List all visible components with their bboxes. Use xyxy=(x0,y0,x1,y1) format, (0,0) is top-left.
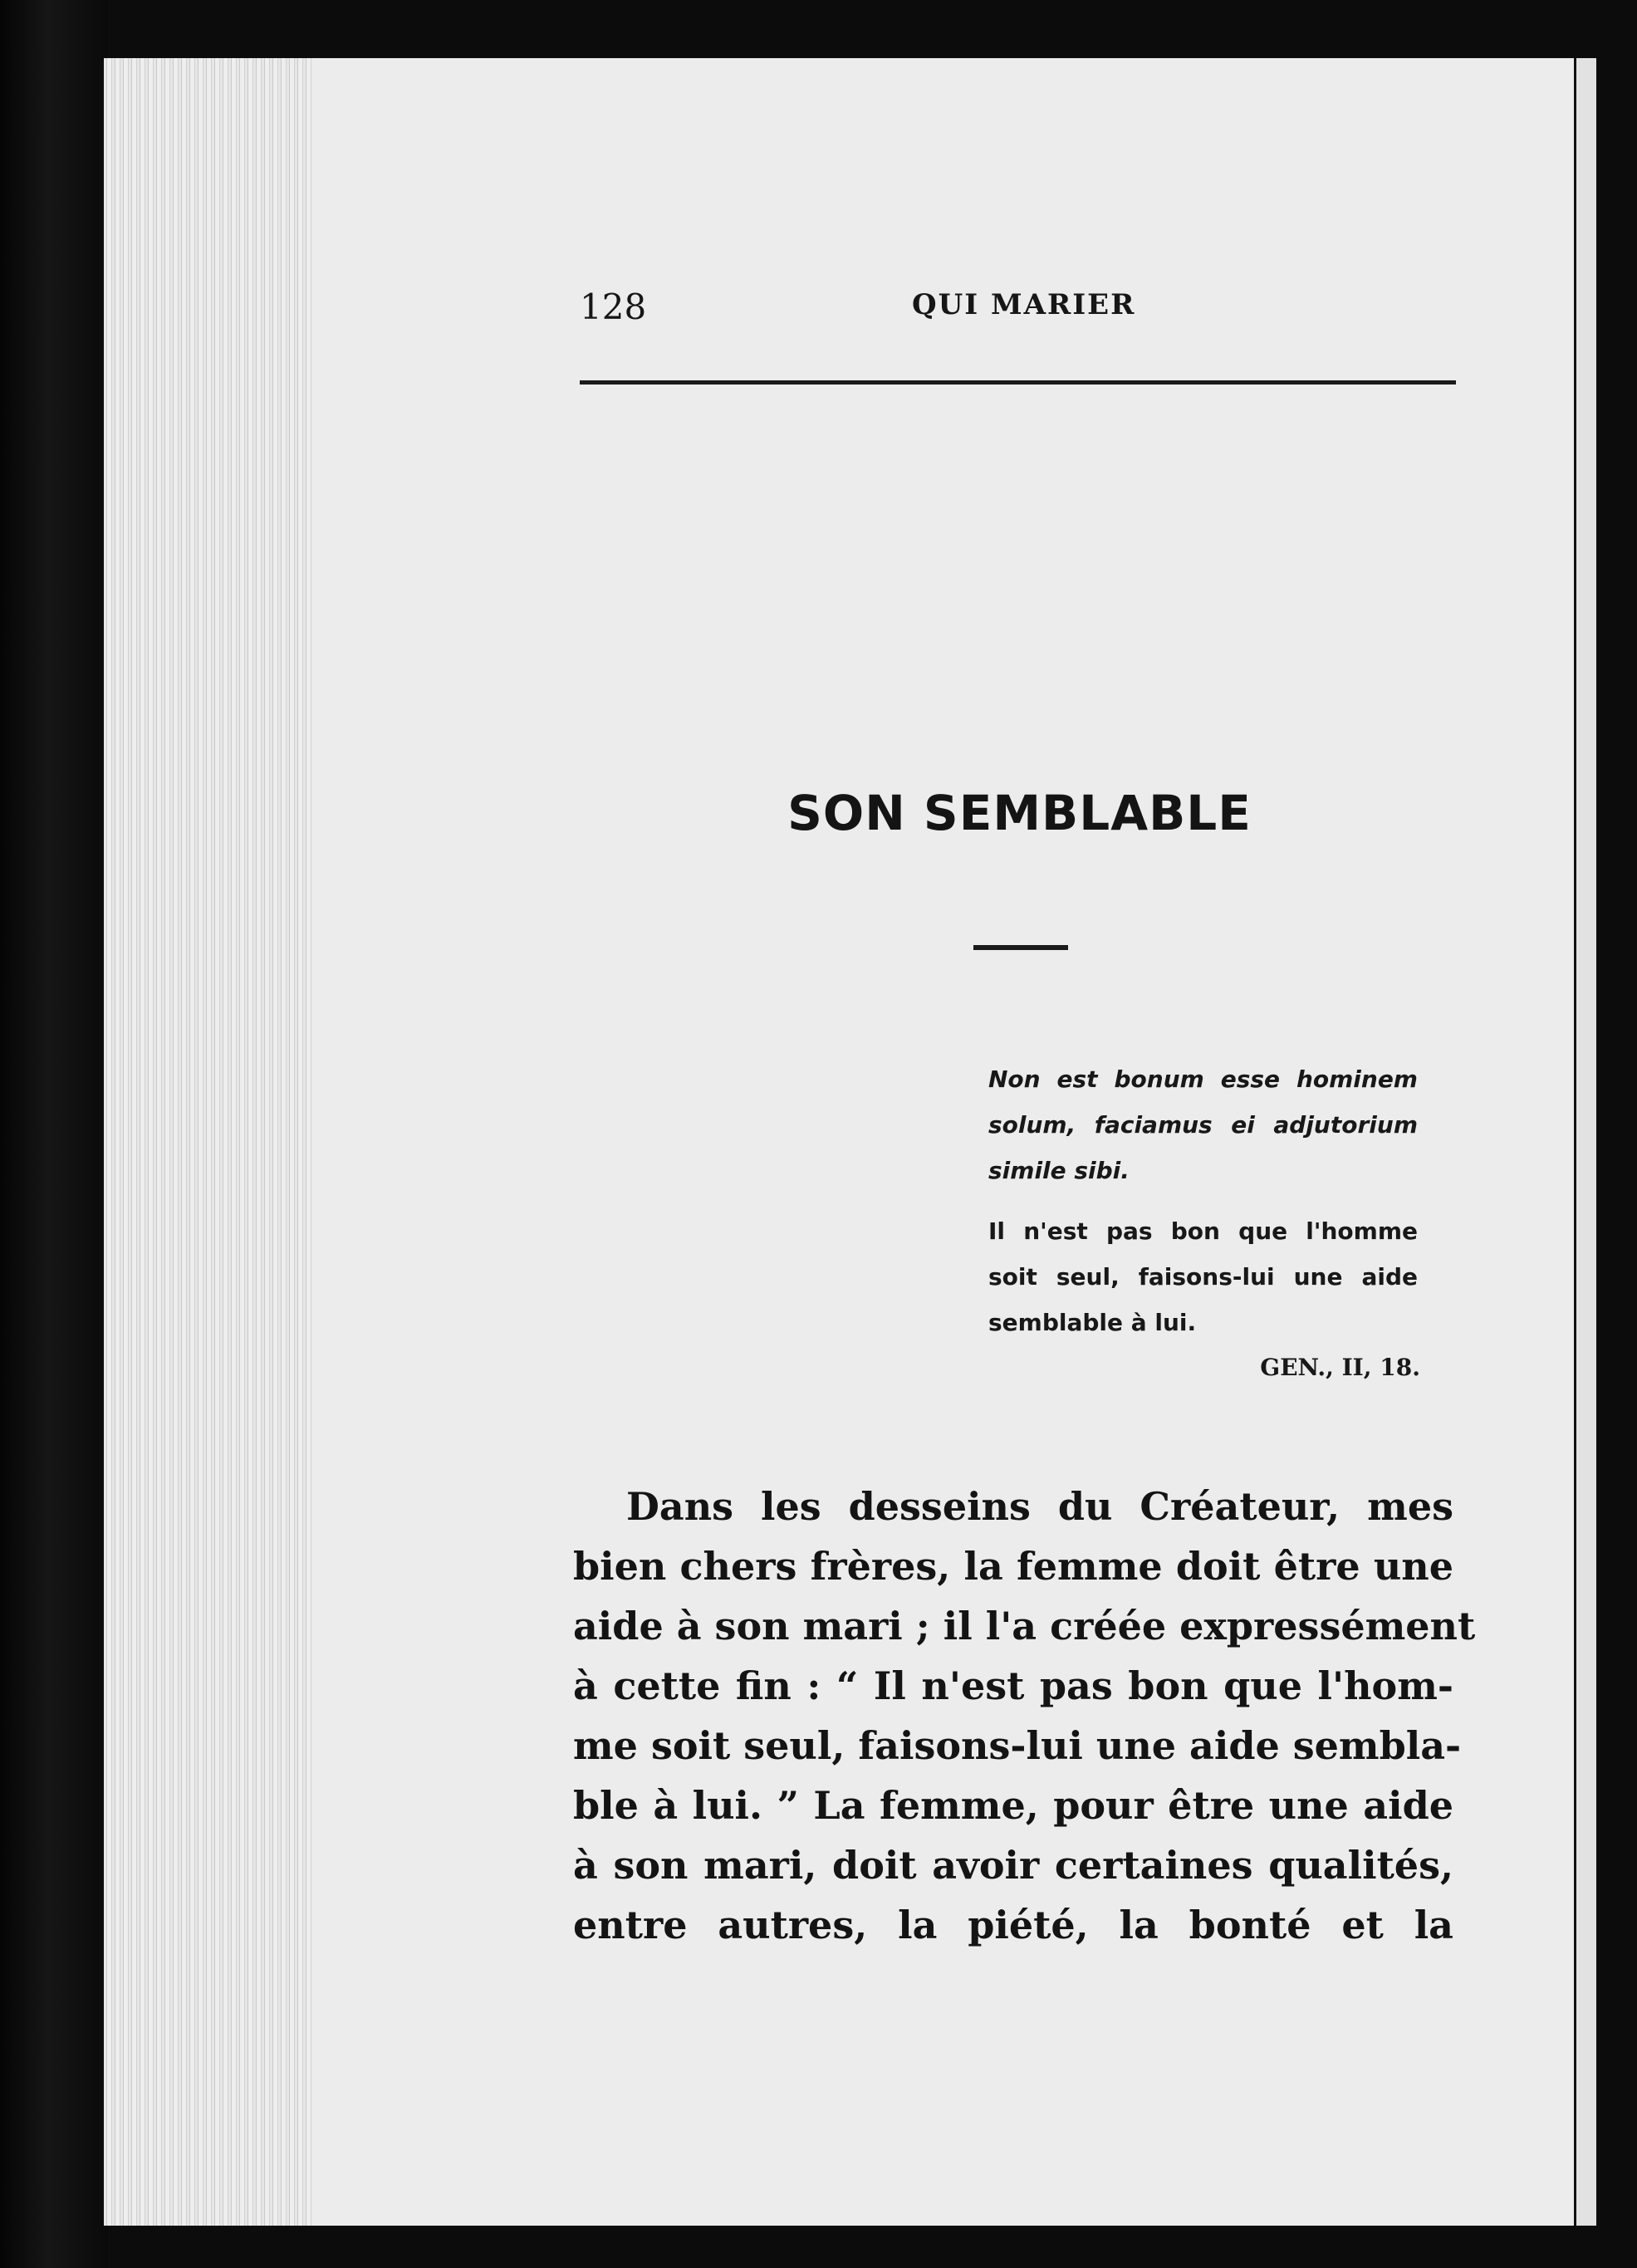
page-edges xyxy=(104,58,316,2226)
body-line: aide à son mari ; il l'a créée expressément xyxy=(573,1604,1476,1648)
book-spine xyxy=(0,0,108,2268)
header-rule xyxy=(580,380,1456,385)
title-rule xyxy=(973,945,1068,950)
body-line: Dans les desseins du Créateur, mes xyxy=(626,1484,1453,1529)
epigraph-source: GEN., II, 18. xyxy=(1260,1354,1420,1381)
running-head xyxy=(580,287,1453,336)
body-line: à cette fin : “ Il n'est pas bon que l'hom- xyxy=(573,1663,1453,1708)
body-line: ble à lui. ” La femme, pour être une aide xyxy=(573,1783,1453,1828)
chapter-title: SON SEMBLABLE xyxy=(787,785,1252,841)
epigraph-latin: Non est bonum esse hominem solum, faciamus ei adjutorium simile sibi. xyxy=(988,1065,1418,1184)
page-number: 128 xyxy=(580,287,647,327)
body-line: me soit seul, faisons-lui une aide sembla- xyxy=(573,1723,1462,1768)
body-line: bien chers frères, la femme doit être une xyxy=(573,1544,1453,1589)
epigraph-french: Il n'est pas bon que l'homme soit seul, faisons-lui une aide semblable à lui. xyxy=(988,1217,1418,1336)
facing-page-edge xyxy=(1574,58,1596,2226)
running-title: QUI MARIER xyxy=(912,288,1136,321)
body-line: à son mari, doit avoir certaines qualités, xyxy=(573,1843,1453,1888)
body-line: entre autres, la piété, la bonté et la xyxy=(573,1903,1453,1947)
body-paragraph xyxy=(573,1477,1476,1955)
